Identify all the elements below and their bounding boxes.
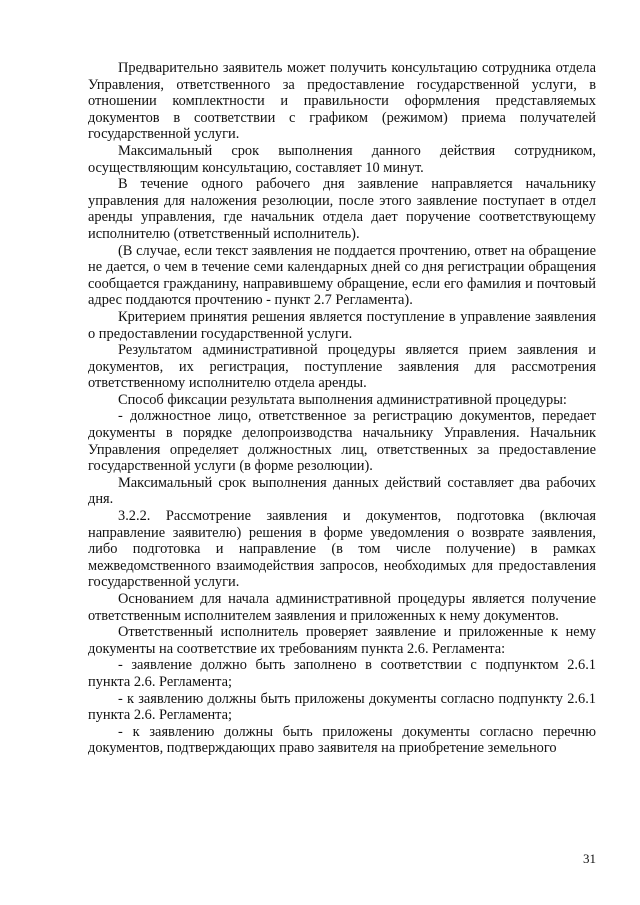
paragraph: - заявление должно быть заполнено в соответствии с подпунктом 2.6.1 пункта 2.6. Регламента; bbox=[88, 657, 596, 690]
document-body bbox=[88, 60, 596, 757]
paragraph: Критерием принятия решения является поступление в управление заявления о предоставлении государственной услуги. bbox=[88, 308, 596, 342]
paragraph: Результатом административной процедуры является прием заявления и документов, их регистрация, поступление заявления для рассмотрения ответственному исполнителю отдела аренды. bbox=[88, 342, 596, 392]
paragraph: - должностное лицо, ответственное за регистрацию документов, передает документы в порядке делопроизводства начальнику Управления. Начальник Управления определяет должностных лиц, ответственных за предоставление государственной услуги (в форме резолюции). bbox=[88, 408, 596, 475]
paragraph: (В случае, если текст заявления не поддается прочтению, ответ на обращение не дается, о чем в течение семи календарных дней со дня регистрации обращения сообщается гражданину, направившему обращение, если его фамилия и почтовый адрес поддаются прочтению - пункт 2.7 Регламента). bbox=[88, 242, 596, 309]
paragraph: В течение одного рабочего дня заявление направляется начальнику управления для наложения резолюции, после этого заявление поступает в отдел аренды управления, где начальник отдела дает поручение соответствующему исполнителю (ответственный исполнитель). bbox=[88, 176, 596, 242]
paragraph: Предварительно заявитель может получить консультацию сотрудника отдела Управления, ответственного за предоставление государственной услуги, в отношении комплектности и правильности оформления представляемых документов в соответствии с графиком (режимом) приема получателей государственной услуги. bbox=[88, 60, 596, 143]
paragraph: Максимальный срок выполнения данного действия сотрудником, осуществляющим консультацию, составляет 10 минут. bbox=[88, 142, 596, 176]
paragraph: Основанием для начала административной процедуры является получение ответственным исполнителем заявления и приложенных к нему документов. bbox=[88, 591, 596, 624]
paragraph: - к заявлению должны быть приложены документы согласно перечню документов, подтверждающих право заявителя на приобретение земельного bbox=[88, 723, 596, 757]
paragraph: - к заявлению должны быть приложены документы согласно подпункту 2.6.1 пункта 2.6. Регламента; bbox=[88, 690, 596, 724]
paragraph: Способ фиксации результата выполнения административной процедуры: bbox=[118, 391, 567, 408]
paragraph: 3.2.2. Рассмотрение заявления и документов, подготовка (включая направление заявителю) решения в форме уведомления о возврате заявления, либо подготовка и направление (в том числе получение) в рамках межведомственного взаимодействия запросов, необходимых для предоставления государственной услуги. bbox=[88, 508, 596, 591]
paragraph: Максимальный срок выполнения данных действий составляет два рабочих дня. bbox=[88, 474, 596, 508]
paragraph: Ответственный исполнитель проверяет заявление и приложенные к нему документы на соответствие их требованиям пункта 2.6. Регламента: bbox=[88, 624, 596, 657]
page-number: 31 bbox=[583, 851, 596, 866]
